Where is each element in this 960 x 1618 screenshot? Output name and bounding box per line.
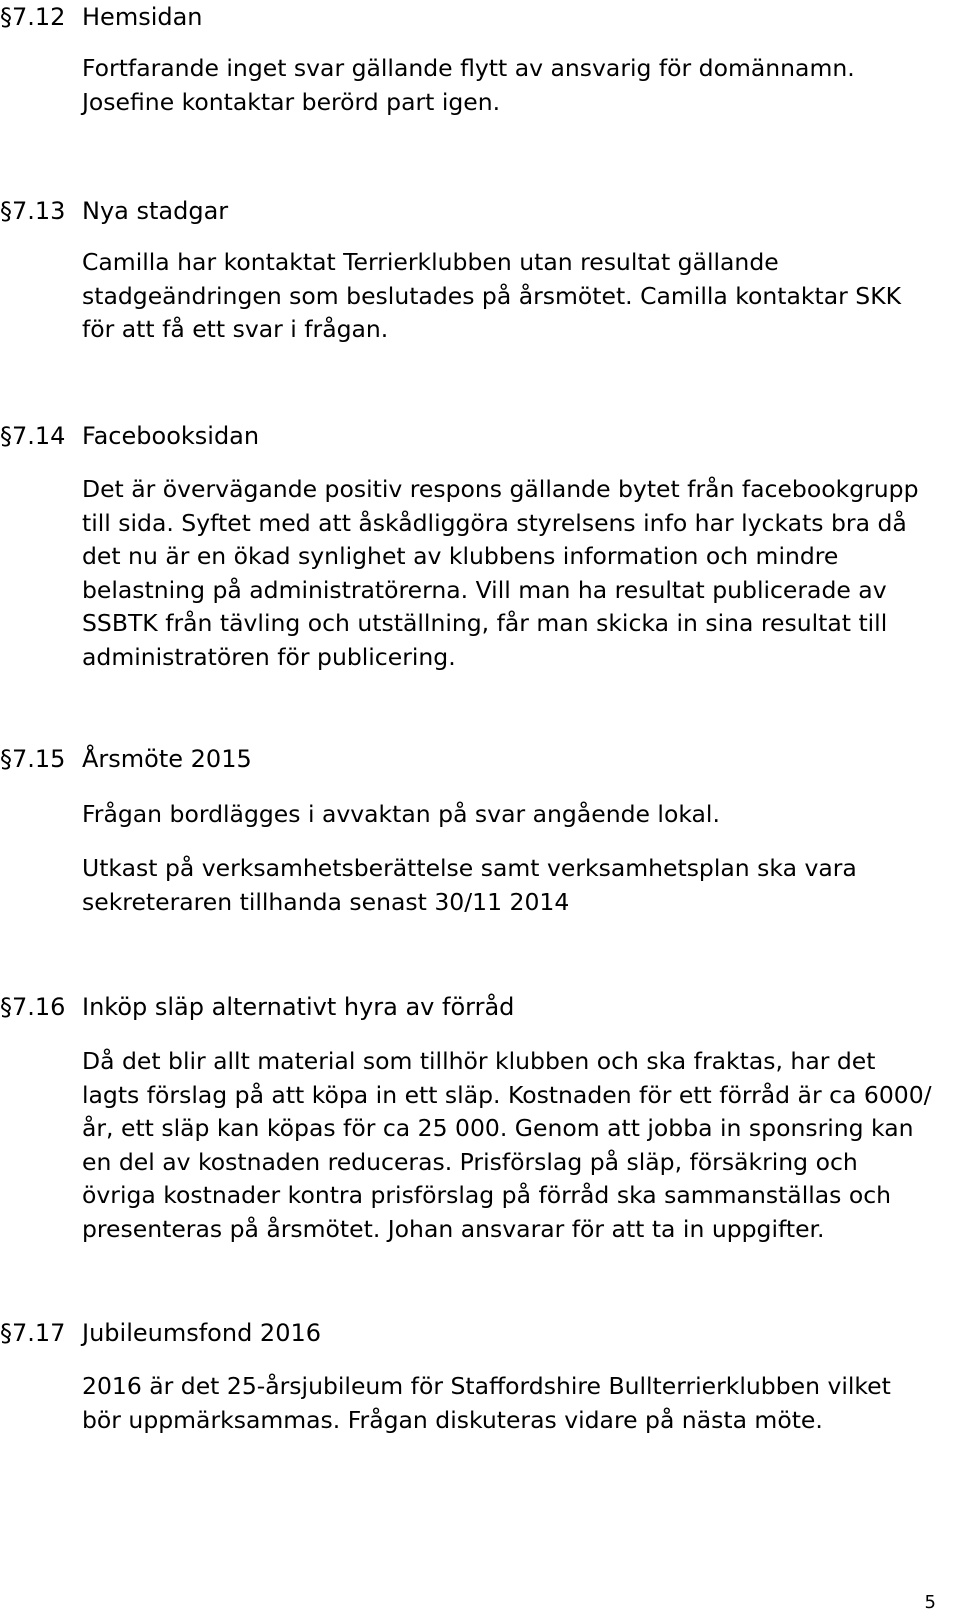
section-heading-7-13	[0, 194, 228, 228]
section-paragraph: 2016 är det 25-årsjubileum för Staffordshire Bullterrierklubben vilket bör uppmärksammas. Frågan diskuteras vidare på nästa möte.	[82, 1372, 891, 1434]
section-title: Inköp släp alternativt hyra av förråd	[82, 993, 515, 1021]
page-number: 5	[924, 1592, 936, 1613]
section-paragraph: Utkast på verksamhetsberättelse samt verksamhetsplan ska vara sekreteraren tillhanda senast 30/11 2014	[82, 854, 857, 916]
section-paragraph: Det är övervägande positiv respons gällande bytet från facebookgrupp till sida. Syftet med att åskådliggöra styrelsens info har lyckats bra då det nu är en ökad synlighet av klubbens information och mindre belastning på administratörerna. Vill man ha resultat publicerade av SSBTK från tävling och utställning, får man skicka in sina resultat till administratören för publicering.	[82, 475, 919, 671]
section-heading-7-17	[0, 1316, 321, 1350]
section-number: §7.16	[0, 993, 66, 1021]
section-title: Nya stadgar	[82, 197, 229, 225]
section-paragraph: Då det blir allt material som tillhör klubben och ska fraktas, har det lagts förslag på att köpa in ett släp. Kostnaden för ett förråd är ca 6000/år, ett släp kan köpas för ca 25 000. Genom att jobba in sponsring kan en del av kostnaden reduceras. Prisförslag på släp, försäkring och övriga kostnader kontra prisförslag på förråd ska sammanställas och presenteras på årsmötet. Johan ansvarar för att ta in uppgifter.	[82, 1047, 932, 1243]
section-number: §7.17	[0, 1319, 66, 1347]
section-paragraph: Fortfarande inget svar gällande flytt av ansvarig för domännamn. Josefine kontaktar berörd part igen.	[82, 54, 855, 116]
section-heading-7-16	[0, 990, 514, 1024]
section-paragraph: Frågan bordlägges i avvaktan på svar angående lokal.	[82, 800, 720, 828]
section-number: §7.15	[0, 745, 66, 773]
section-number: §7.14	[0, 422, 66, 450]
section-heading-7-14	[0, 419, 259, 453]
section-heading-7-12	[0, 0, 203, 34]
section-title: Årsmöte 2015	[82, 745, 252, 773]
section-heading-7-15	[0, 742, 252, 776]
section-paragraph: Camilla har kontaktat Terrierklubben utan resultat gällande stadgeändringen som beslutades på årsmötet. Camilla kontaktar SKK för att få ett svar i frågan.	[82, 248, 902, 343]
section-title: Jubileumsfond 2016	[82, 1319, 322, 1347]
section-title: Facebooksidan	[82, 422, 260, 450]
section-number: §7.12	[0, 3, 66, 31]
section-title: Hemsidan	[82, 3, 203, 31]
section-number: §7.13	[0, 197, 66, 225]
